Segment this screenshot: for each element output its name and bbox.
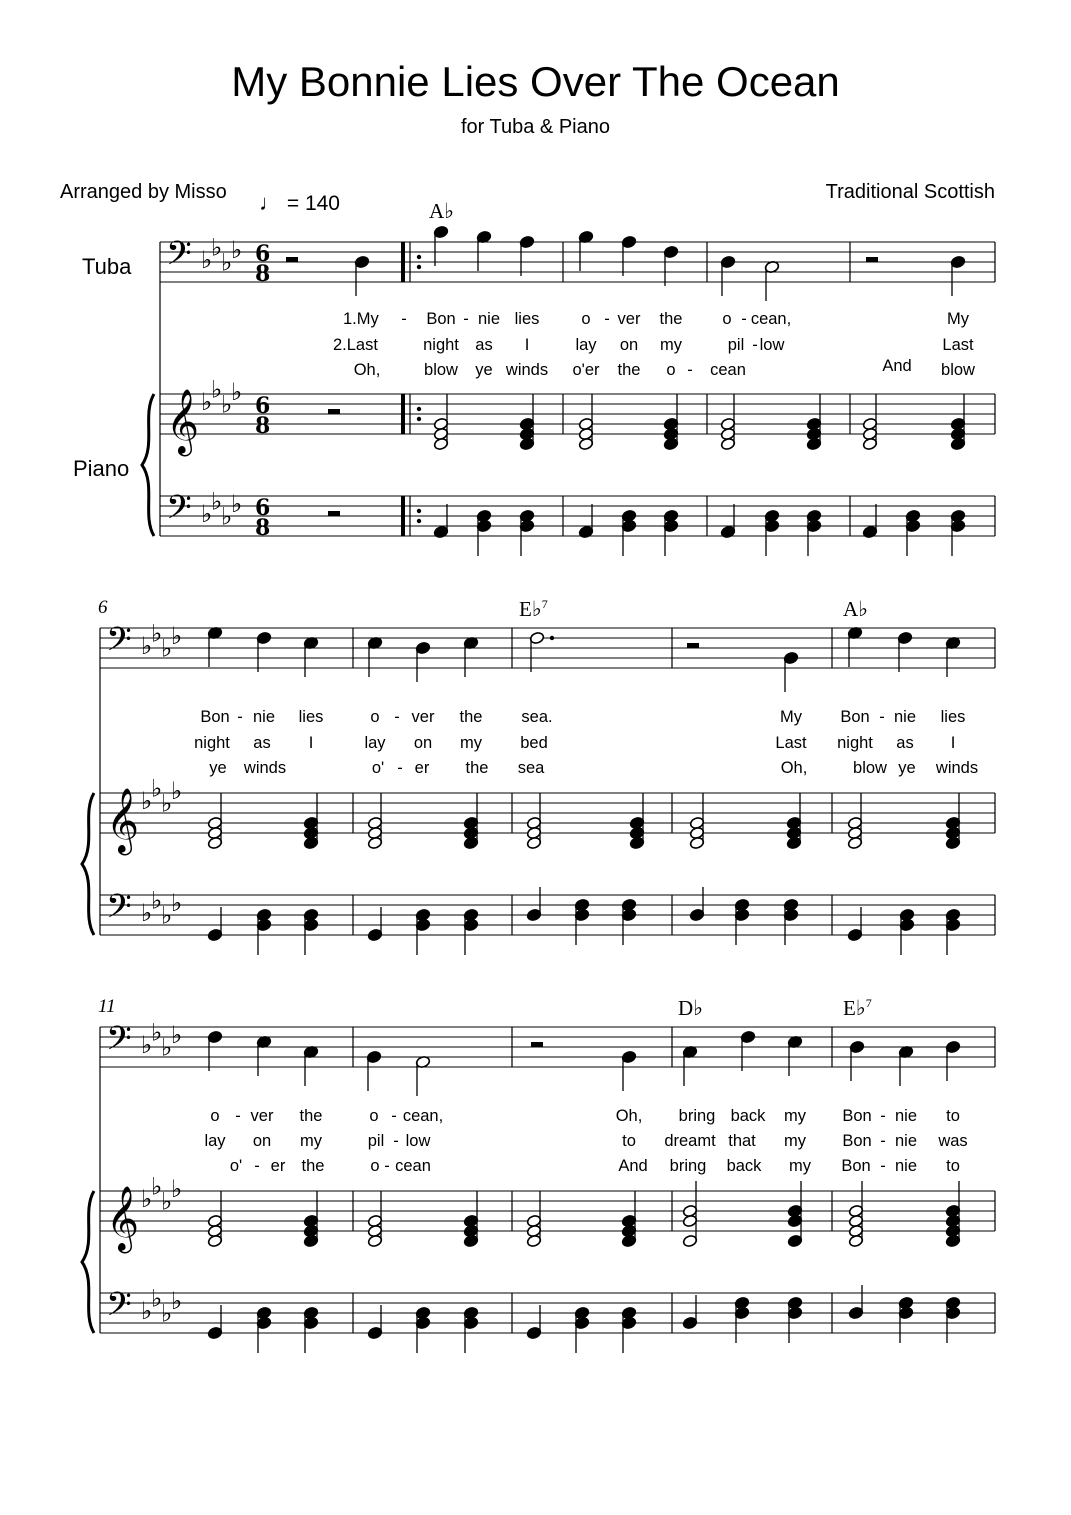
lyric-syllable: Bon (841, 1157, 871, 1175)
flat-icon: ♭ (151, 1284, 163, 1313)
piano-label: Piano (73, 456, 130, 481)
lyric-syllable: bring (678, 1107, 716, 1125)
lyric-syllable: sea (517, 759, 545, 777)
lyric-syllable: o (722, 310, 732, 328)
measure-number-11: 11 (98, 996, 116, 1017)
lyric-hyphen: - (687, 361, 693, 379)
lyric-syllable: night (194, 734, 230, 752)
lyric-syllable: cean, (750, 310, 792, 328)
lyric-hyphen: - (394, 708, 400, 726)
lyric-syllable: that (728, 1132, 756, 1150)
flat-icon: ♭ (161, 1299, 173, 1328)
flat-icon: ♭ (231, 236, 243, 264)
flat-icon: ♭ (201, 500, 213, 528)
lyric-hyphen: - (880, 1107, 886, 1125)
flat-icon: ♭ (201, 246, 213, 274)
lyric-syllable: winds (243, 759, 287, 777)
lyric-hyphen: - (397, 759, 403, 777)
time-signature-numerator: 6 (255, 495, 271, 521)
flat-icon: ♭ (151, 619, 163, 648)
lyric-syllable: Oh, (615, 1107, 643, 1125)
lyric-syllable: bring (669, 1157, 707, 1175)
lyric-syllable: as (253, 734, 271, 752)
lyric-syllable: as (896, 734, 914, 752)
lyric-syllable: nie (893, 708, 917, 726)
lyric-syllable: Last (942, 336, 974, 354)
flat-icon: ♭ (231, 378, 243, 406)
lyric-syllable: low (759, 336, 785, 354)
lyric-syllable: winds (505, 361, 549, 379)
flat-icon: ♭ (171, 889, 183, 917)
chord-symbol: E♭$^7$ (519, 597, 548, 621)
bass-clef-icon: 𝄢 (106, 888, 132, 934)
flat-icon: ♭ (141, 787, 153, 815)
bass-clef-icon: 𝄢 (166, 489, 192, 535)
lyric-syllable: dreamt (664, 1132, 716, 1150)
lyric-hyphen: - (463, 310, 469, 328)
piano-brace (82, 1191, 94, 1333)
flat-icon: ♭ (221, 248, 233, 277)
treble-clef-icon: 𝄞 (106, 788, 140, 853)
lyric-syllable: my (789, 1157, 811, 1175)
arranger-credit: Arranged by Misso (60, 181, 227, 203)
lyric-syllable: was (938, 1132, 968, 1150)
lyric-syllable: 2.Last (333, 336, 378, 354)
treble-clef-icon: 𝄞 (106, 1186, 140, 1251)
lyric-syllable: the (465, 759, 489, 777)
lyric-syllable: Bon (200, 708, 230, 726)
lyric-syllable: blow (941, 361, 975, 379)
lyric-syllable: Bon (842, 1107, 872, 1125)
lyric-hyphen: - (604, 310, 610, 328)
lyric-syllable: lies (514, 310, 540, 328)
lyric-hyphen: - (237, 708, 243, 726)
flat-icon: ♭ (141, 899, 153, 927)
lyric-hyphen: - (254, 1157, 260, 1175)
lyric-syllable: ver (411, 708, 435, 726)
flat-icon: ♭ (171, 777, 183, 805)
flat-icon: ♭ (151, 774, 163, 803)
piano-brace (82, 793, 94, 935)
treble-clef-icon: 𝄞 (166, 389, 200, 454)
lyric-syllable: nie (894, 1132, 918, 1150)
score-subtitle: for Tuba & Piano (461, 116, 610, 138)
flat-icon: ♭ (141, 1185, 153, 1213)
lyric-syllable: night (423, 336, 459, 354)
half-rest (286, 257, 298, 262)
flat-icon: ♭ (211, 487, 223, 516)
piano-brace (142, 394, 154, 536)
repeat-dot (417, 519, 421, 523)
lyric-syllable: ye (475, 361, 493, 379)
lyric-syllable: ye (209, 759, 227, 777)
time-signature-denominator: 8 (255, 515, 271, 541)
repeat-dot (417, 417, 421, 421)
flat-icon: ♭ (141, 1031, 153, 1059)
flat-icon: ♭ (141, 1297, 153, 1325)
time-signature-numerator: 6 (255, 393, 271, 419)
lyric-syllable: lay (575, 336, 597, 354)
lyric-syllable: I (308, 734, 314, 752)
flat-icon: ♭ (161, 1187, 173, 1216)
lyric-syllable: back (730, 1107, 766, 1125)
lyric-syllable: nie (894, 1157, 918, 1175)
bass-clef-icon: 𝄢 (166, 235, 192, 281)
flat-icon: ♭ (171, 1021, 183, 1049)
lyric-syllable: And (882, 357, 912, 375)
lyric-syllable: lay (364, 734, 386, 752)
lyric-syllable: nie (252, 708, 276, 726)
lyric-syllable: o (370, 708, 380, 726)
lyric-syllable: I (950, 734, 956, 752)
lyric-syllable: on (413, 734, 433, 752)
time-signature-numerator: 6 (255, 241, 271, 267)
flat-icon: ♭ (231, 490, 243, 518)
flat-icon: ♭ (211, 375, 223, 404)
lyric-syllable: I (524, 336, 530, 354)
flat-icon: ♭ (221, 502, 233, 531)
lyric-syllable: my (460, 734, 482, 752)
lyric-syllable: ye (898, 759, 916, 777)
lyric-syllable: the (659, 310, 683, 328)
flat-icon: ♭ (161, 901, 173, 930)
lyric-syllable: lies (940, 708, 966, 726)
half-rest (328, 409, 340, 414)
tempo-value: = 140 (286, 192, 340, 215)
lyric-syllable: on (252, 1132, 272, 1150)
lyric-syllable: my (784, 1107, 806, 1125)
bass-clef-icon: 𝄢 (106, 621, 132, 667)
lyric-syllable: winds (935, 759, 979, 777)
lyric-syllable: lay (204, 1132, 226, 1150)
flat-icon: ♭ (151, 886, 163, 915)
lyric-syllable: Bon (840, 708, 870, 726)
lyric-syllable: er (270, 1157, 286, 1175)
lyric-syllable: cean (710, 361, 746, 379)
flat-icon: ♭ (161, 634, 173, 663)
half-rest (687, 643, 699, 648)
flat-icon: ♭ (201, 388, 213, 416)
lyric-syllable: ver (250, 1107, 274, 1125)
lyric-hyphen: - (235, 1107, 241, 1125)
lyric-syllable: o' (371, 759, 385, 777)
lyric-syllable: And (618, 1157, 648, 1175)
lyric-syllable: the (617, 361, 641, 379)
lyric-syllable: bed (520, 734, 548, 752)
lyric-syllable: 1.My (343, 310, 379, 328)
lyric-syllable: My (780, 708, 802, 726)
chord-symbol: A♭ (429, 199, 455, 223)
lyric-syllable: Oh, (353, 361, 381, 379)
lyric-syllable: o (581, 310, 591, 328)
flat-icon: ♭ (151, 1172, 163, 1201)
lyric-syllable: Bon (426, 310, 456, 328)
chord-symbol: E♭$^7$ (843, 996, 872, 1020)
flat-icon: ♭ (161, 789, 173, 818)
lyric-hyphen: - (879, 708, 885, 726)
lyric-hyphen: - (393, 1132, 399, 1150)
lyric-syllable: Oh, (780, 759, 808, 777)
dotted-note-dot (550, 636, 554, 640)
lyric-syllable: blow (853, 759, 887, 777)
flat-icon: ♭ (141, 632, 153, 660)
lyric-hyphen: - (401, 310, 407, 328)
lyric-hyphen: - (384, 1157, 390, 1175)
lyric-syllable: My (947, 310, 969, 328)
lyric-syllable: blow (424, 361, 458, 379)
lyric-syllable: o (369, 1107, 379, 1125)
lyric-syllable: Bon (842, 1132, 872, 1150)
lyric-syllable: the (299, 1107, 323, 1125)
lyric-syllable: my (300, 1132, 322, 1150)
measure-number-6: 6 (98, 597, 108, 618)
half-rest (531, 1042, 543, 1047)
lyric-syllable: cean (395, 1157, 431, 1175)
flat-icon: ♭ (221, 390, 233, 419)
lyric-syllable: back (726, 1157, 762, 1175)
lyric-syllable: sea. (521, 708, 553, 726)
flat-icon: ♭ (171, 622, 183, 650)
lyric-syllable: as (475, 336, 493, 354)
flat-icon: ♭ (151, 1018, 163, 1047)
flat-icon: ♭ (161, 1033, 173, 1062)
lyric-syllable: o (370, 1157, 380, 1175)
lyric-syllable: to (622, 1132, 636, 1150)
lyric-syllable: o'er (572, 361, 600, 379)
lyric-syllable: on (619, 336, 639, 354)
lyric-hyphen: - (752, 336, 758, 354)
lyric-syllable: to (946, 1107, 960, 1125)
lyric-syllable: low (405, 1132, 431, 1150)
lyric-syllable: night (837, 734, 873, 752)
chord-symbol: A♭ (843, 597, 869, 621)
lyric-syllable: cean, (402, 1107, 444, 1125)
lyric-hyphen: - (880, 1132, 886, 1150)
lyric-syllable: to (946, 1157, 960, 1175)
lyric-syllable: my (784, 1132, 806, 1150)
time-signature-denominator: 8 (255, 413, 271, 439)
lyric-syllable: er (414, 759, 430, 777)
lyric-syllable: o (210, 1107, 220, 1125)
lyric-syllable: o (666, 361, 676, 379)
bass-clef-icon: 𝄢 (106, 1286, 132, 1332)
lyric-syllable: the (459, 708, 483, 726)
flat-icon: ♭ (171, 1175, 183, 1203)
lyric-hyphen: - (391, 1107, 397, 1125)
bass-clef-icon: 𝄢 (106, 1020, 132, 1066)
lyric-syllable: ver (617, 310, 641, 328)
repeat-dot (417, 255, 421, 259)
lyric-syllable: my (660, 336, 682, 354)
lyric-syllable: Last (775, 734, 807, 752)
chord-symbol: D♭ (678, 996, 704, 1020)
repeat-dot (417, 265, 421, 269)
flat-icon: ♭ (171, 1287, 183, 1315)
lyric-hyphen: - (741, 310, 747, 328)
half-rest (866, 257, 878, 262)
repeat-dot (417, 509, 421, 513)
flat-icon: ♭ (211, 233, 223, 262)
lyric-syllable: o' (229, 1157, 243, 1175)
lyric-syllable: pil (367, 1132, 385, 1150)
quarter-note-icon: ♩ (259, 190, 281, 215)
time-signature-denominator: 8 (255, 261, 271, 287)
lyric-syllable: nie (477, 310, 501, 328)
lyric-syllable: lies (298, 708, 324, 726)
lyric-hyphen: - (880, 1157, 886, 1175)
lyric-syllable: the (301, 1157, 325, 1175)
lyric-syllable: nie (894, 1107, 918, 1125)
lyric-syllable: pil (727, 336, 745, 354)
half-rest (328, 511, 340, 516)
repeat-dot (417, 407, 421, 411)
score-title: My Bonnie Lies Over The Ocean (231, 58, 840, 105)
composer-credit: Traditional Scottish (825, 181, 995, 203)
tuba-label: Tuba (82, 254, 132, 279)
